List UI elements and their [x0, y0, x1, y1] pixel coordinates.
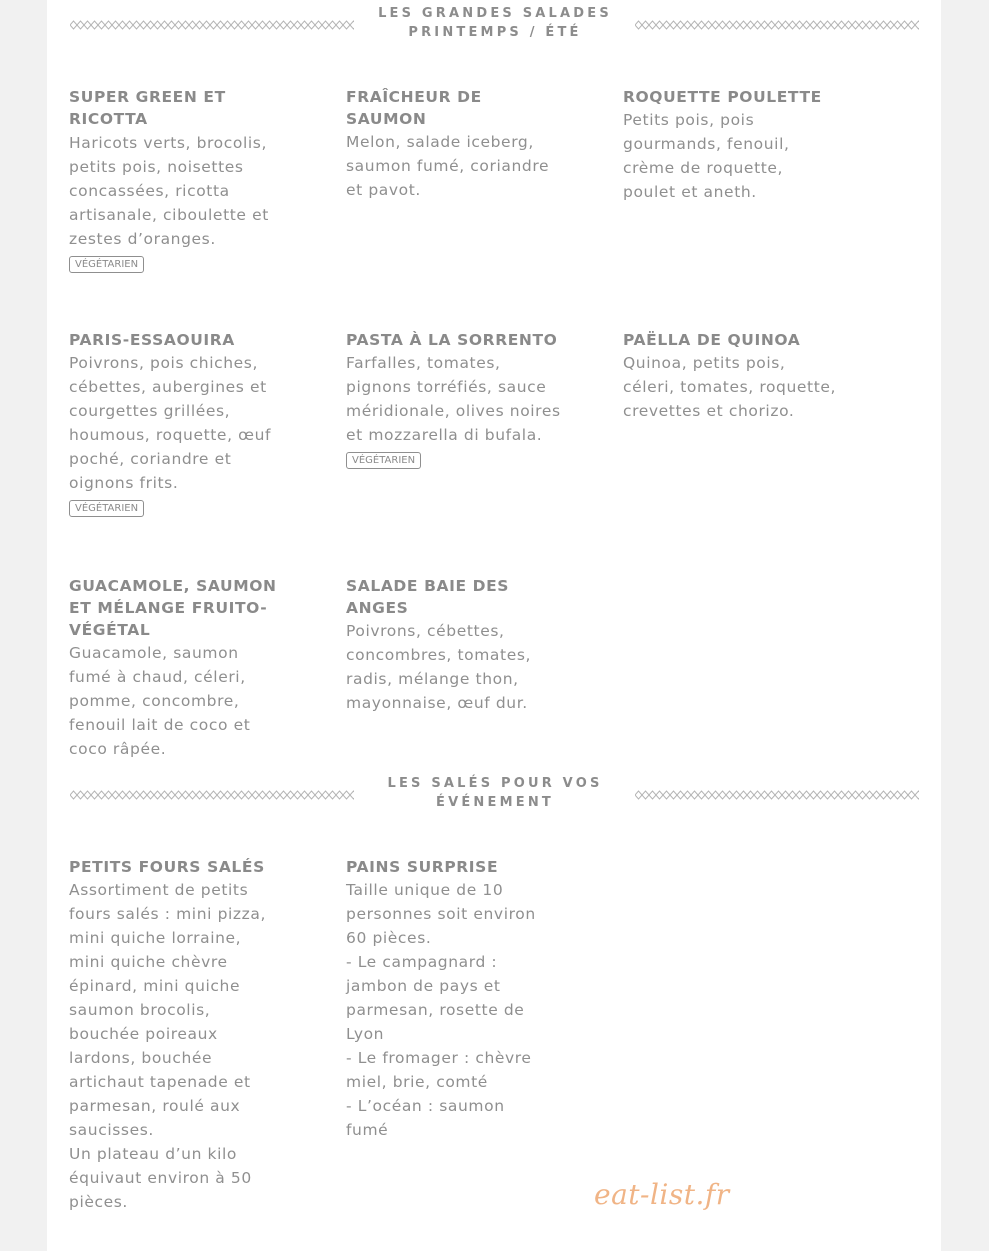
section-header-sales — [70, 774, 919, 824]
item-description: Poivrons, pois chiches, cébettes, aubergines et courgettes grillées, houmous, roquette, œuf poché, coriandre et oignons frits. — [69, 354, 272, 492]
item-description: Petits pois, pois gourmands, fenouil, crème de roquette, poulet et aneth. — [623, 111, 790, 201]
section-title — [360, 4, 630, 42]
item-description: Taille unique de 10 personnes soit environ 60 pièces. - Le campagnard : jambon de pays et parmesan, rosette de Lyon - Le fromager : chèvre miel, brie, comté - L’océan : saumon fumé — [346, 881, 536, 1139]
item-name: FRAÎCHEUR DE SAUMON — [346, 88, 482, 128]
section-title-line2: ÉVÉNEMENT — [436, 795, 554, 810]
menu-item — [346, 856, 546, 1142]
item-name: SALADE BAIE DES ANGES — [346, 577, 510, 617]
item-name: PASTA À LA SORRENTO — [346, 331, 558, 349]
watermark-logo: eat-list.fr — [594, 1178, 730, 1211]
menu-item — [69, 856, 269, 1214]
menu-item — [69, 575, 284, 761]
item-description: Guacamole, saumon fumé à chaud, céleri, pomme, concombre, fenouil lait de coco et coco râpée. — [69, 644, 251, 758]
vegetarian-badge: VÉGÉTARIEN — [69, 500, 144, 517]
item-description: Assortiment de petits fours salés : mini pizza, mini quiche lorraine, mini quiche chèvre épinard, mini quiche saumon brocolis, bouchée poireaux lardons, bouchée artichaut tapenade et parmesan, roulé aux saucisses. Un plateau d’un kilo équivaut environ à 50 pièces. — [69, 881, 267, 1211]
item-name: SUPER GREEN ET RICOTTA — [69, 88, 226, 128]
menu-item — [623, 329, 838, 423]
item-description: Melon, salade iceberg, saumon fumé, coriandre et pavot. — [346, 133, 550, 199]
menu-item — [346, 329, 561, 469]
vegetarian-badge: VÉGÉTARIEN — [69, 256, 144, 273]
menu-item — [346, 575, 561, 715]
section-header-salades — [70, 4, 919, 54]
item-name: PAËLLA DE QUINOA — [623, 331, 801, 349]
item-description: Farfalles, tomates, pignons torréfiés, sauce méridionale, olives noires et mozzarella di bufala. — [346, 354, 561, 444]
menu-item — [623, 86, 838, 204]
menu-item — [69, 329, 284, 517]
vegetarian-badge: VÉGÉTARIEN — [346, 452, 421, 469]
menu-item — [69, 86, 284, 273]
item-name: PAINS SURPRISE — [346, 858, 499, 876]
section-title-line1: LES SALÉS POUR VOS — [387, 776, 603, 791]
item-name: GUACAMOLE, SAUMON ET MÉLANGE FRUITO-VÉGÉTAL — [69, 577, 277, 639]
item-description: Poivrons, cébettes, concombres, tomates, radis, mélange thon, mayonnaise, œuf dur. — [346, 622, 532, 712]
section-title-line2: PRINTEMPS / ÉTÉ — [408, 25, 582, 40]
item-name: PARIS-ESSAOUIRA — [69, 331, 235, 349]
section-title-line1: LES GRANDES SALADES — [378, 6, 612, 21]
zigzag-divider-icon — [635, 789, 919, 801]
item-description: Quinoa, petits pois, céleri, tomates, roquette, crevettes et chorizo. — [623, 354, 837, 420]
item-name: ROQUETTE POULETTE — [623, 88, 822, 106]
item-description: Haricots verts, brocolis, petits pois, noisettes concassées, ricotta artisanale, ciboulette et zestes d’oranges. — [69, 134, 269, 248]
zigzag-divider-icon — [635, 19, 919, 31]
item-name: PETITS FOURS SALÉS — [69, 858, 265, 876]
menu-item — [346, 86, 561, 202]
zigzag-divider-icon — [70, 19, 354, 31]
section-title — [360, 774, 630, 812]
zigzag-divider-icon — [70, 789, 354, 801]
